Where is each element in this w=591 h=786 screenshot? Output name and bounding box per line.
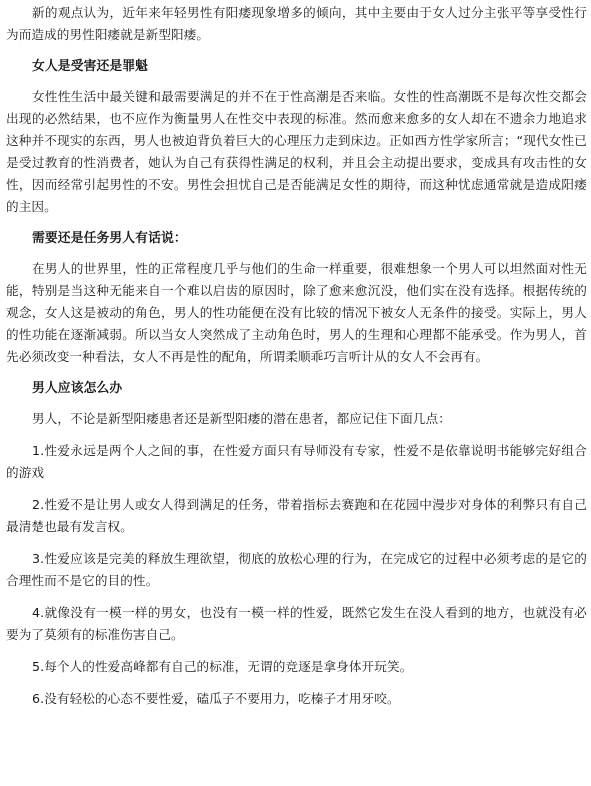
women-paragraph: 女性性生活中最关键和最需要满足的并不在于性高潮是否来临。女性的性高潮既不是每次性交都会出现的必然结果，也不应作为衡量男人在性交中表现的标准。然而愈来愈多的女人却在不遗余力地追求这种并不现实的东西，男人也被迫背负着巨大的心理压力走到床边。正如西方性学家所言；“现代女性已是受过教育的性消费者，她认为自己有获得性满足的权利，并且会主动提出要求，变成具有攻击性的女性，因而经常引起男性的不安。男性会担忧自己是否能满足女性的期待，而这种忧虑通常就是造成阳痿的主因。 (6, 89, 587, 214)
advice-intro-paragraph: 男人，不论是新型阳痿患者还是新型阳痿的潜在患者，都应记住下面几点： (32, 411, 451, 426)
advice-item-1: 1.性爱永远是两个人之间的事，在性爱方面只有导师没有专家，性爱不是依靠说明书能够完好组合的游戏 (6, 443, 587, 480)
advice-item-5: 5.每个人的性爱高峰都有自己的标准，无谓的竞逐是拿身体开玩笑。 (32, 659, 413, 674)
section-heading-men-speak: 需要还是任务男人有话说： (32, 231, 187, 246)
advice-item-4: 4.就像没有一模一样的男女，也没有一模一样的性爱，既然它发生在没人看到的地方，也就没有必要为了莫须有的标准伤害自己。 (6, 605, 587, 642)
advice-item-2: 2.性爱不是让男人或女人得到满足的任务，带着指标去赛跑和在花园中漫步对身体的利弊只有自己最清楚也最有发言权。 (6, 497, 587, 534)
advice-item-3: 3.性爱应该是完美的释放生理欲望，彻底的放松心理的行为，在完成它的过程中必须考虑的是它的合理性而不是它的目的性。 (6, 551, 587, 588)
section-heading-what-men-should-do: 男人应该怎么办 (32, 381, 123, 396)
advice-item-6: 6.没有轻松的心态不要性爱，磕瓜子不要用力，吃榛子才用牙咬。 (32, 691, 400, 706)
intro-paragraph: 新的观点认为，近年来年轻男性有阳痿现象增多的倾向，其中主要由于女人过分主张平等享受性行为而造成的男性阳痿就是新型阳痿。 (6, 5, 587, 42)
men-paragraph: 在男人的世界里，性的正常程度几乎与他们的生命一样重要，很难想象一个男人可以坦然面对性无能，特别是当这种无能来自一个难以启齿的原因时，除了愈来愈沉没，他们实在没有选择。根据传统的观念，女人这是被动的角色，男人的性功能便在没有比较的情况下被女人无条件的接受。实际上，男人的性功能在逐渐减弱。所以当女人突然成了主动角色时，男人的生理和心理都不能承受。作为男人，首先必须改变一种看法，女人不再是性的配角，所谓柔顺乖巧言听计从的女人不会再有。 (6, 261, 587, 364)
section-heading-victim-or-culprit: 女人是受害还是罪魁 (32, 59, 149, 74)
